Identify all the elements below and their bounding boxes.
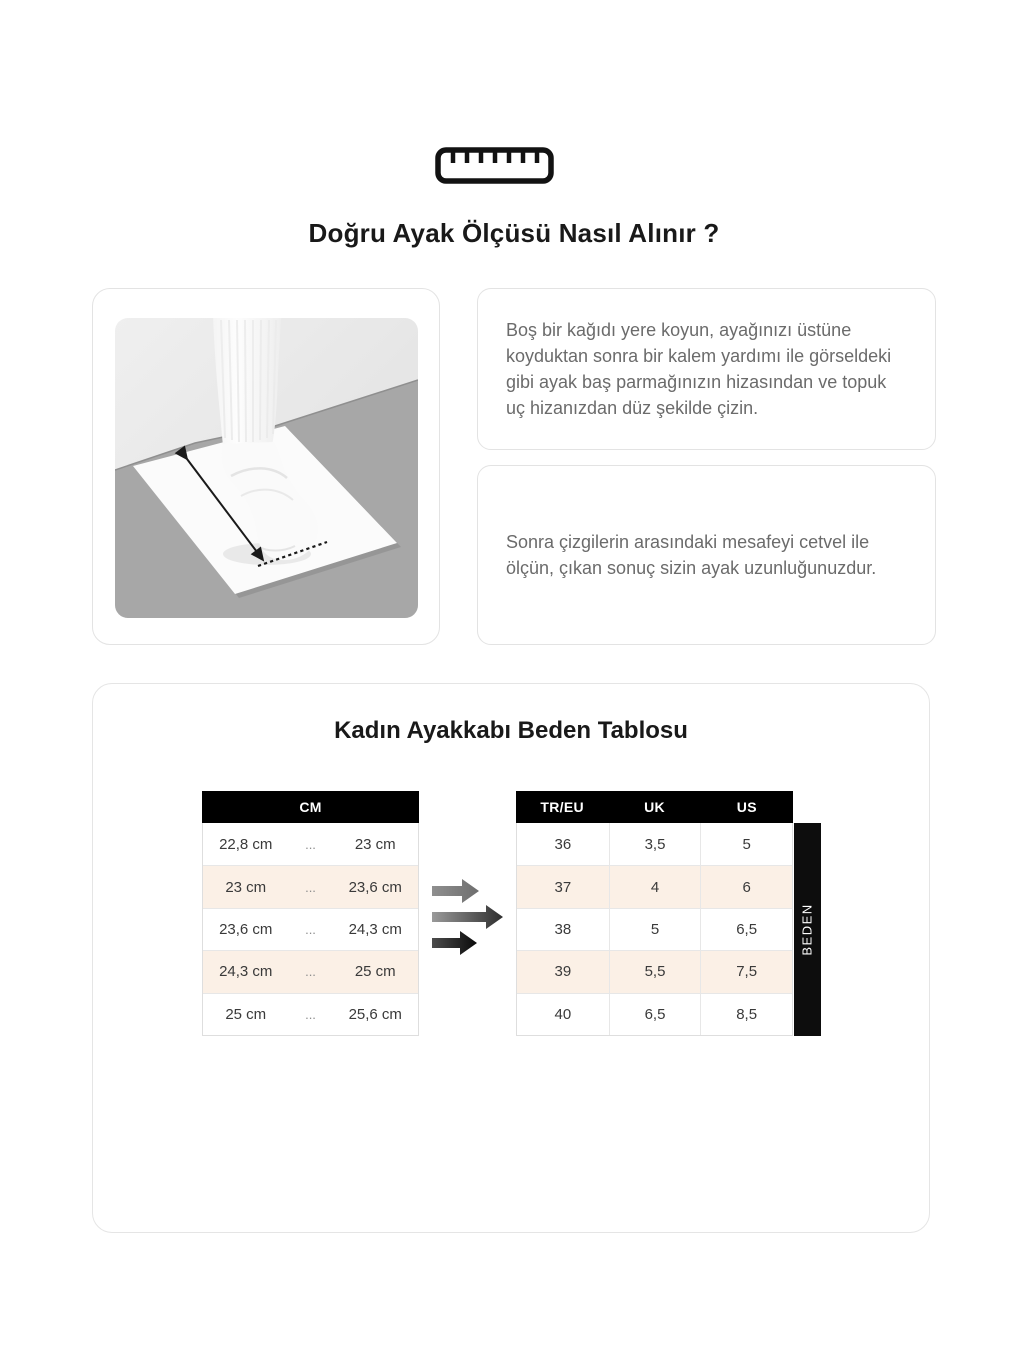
page-title: Doğru Ayak Ölçüsü Nasıl Alınır ? [308,218,720,248]
beden-side-label-text: BEDEN [800,903,816,956]
table-row [517,865,792,907]
measurement-photo-card [92,288,440,645]
foot-measurement-photo [115,318,418,618]
cell: 40 [554,1005,572,1023]
table-row [517,950,792,992]
size-table [516,791,793,1036]
cm-table [202,791,419,1036]
table-row [517,908,792,950]
range-dots: ... [305,921,316,937]
cell: 23,6 cm [219,920,273,938]
cell: 3,5 [609,823,701,865]
table-row [203,908,418,950]
cm-table-header-label: CM [299,799,322,815]
cell: 4 [609,866,701,907]
size-chart-card [92,683,930,1233]
cm-table-body [202,823,419,1036]
table-row [517,823,792,865]
cell: 22,8 cm [219,835,273,853]
ruler-icon [435,147,554,184]
cell: 24,3 cm [219,963,273,981]
cell: 25 cm [225,1005,267,1023]
cell: 36 [554,835,572,853]
cell: 5 [700,823,792,865]
range-dots: ... [305,1006,316,1022]
cell: 23,6 cm [348,878,402,896]
instruction-step-1-text: Boş bir kağıdı yere koyun, ayağınızı üstüne koyduktan sonra bir kalem yardımı ile görseldeki gibi ayak baş parmağınızın hizasından ve topuk uç hizanızdan düz şekilde çizin. [506,320,892,418]
cell: 23 cm [225,878,267,896]
cell: 37 [554,878,572,896]
cell: 5 [609,909,701,950]
size-chart-title: Kadın Ayakkabı Beden Tablosu [334,717,688,744]
transfer-arrows-icon [430,873,506,961]
cell: 25 cm [354,963,396,981]
cell: 23 cm [354,835,396,853]
table-row [517,993,792,1035]
cell: 6 [700,866,792,907]
table-row [203,950,418,992]
table-row [203,993,418,1035]
cell: 6,5 [609,994,701,1035]
cell: 5,5 [609,951,701,992]
instruction-step-1 [477,288,936,450]
range-dots: ... [305,879,316,895]
cell: 8,5 [700,994,792,1035]
size-table-body [516,823,793,1036]
instruction-step-2-text: Sonra çizgilerin arasındaki mesafeyi cetvel ile ölçün, çıkan sonuç sizin ayak uzunluğunuzdur. [506,532,877,578]
table-row [203,823,418,865]
table-row [203,865,418,907]
cell: 24,3 cm [348,920,402,938]
size-table-header-us: US [736,799,757,815]
size-table-header [516,791,793,823]
cell: 39 [554,963,572,981]
cell: 7,5 [700,951,792,992]
beden-side-label [794,823,821,1036]
range-dots: ... [305,964,316,980]
range-dots: ... [305,836,316,852]
cell: 38 [554,920,572,938]
size-table-header-treu: TR/EU [540,799,584,815]
size-table-header-uk: UK [644,799,665,815]
cm-table-header [202,791,419,823]
instruction-step-2 [477,465,936,645]
cell: 25,6 cm [348,1005,402,1023]
cell: 6,5 [700,909,792,950]
